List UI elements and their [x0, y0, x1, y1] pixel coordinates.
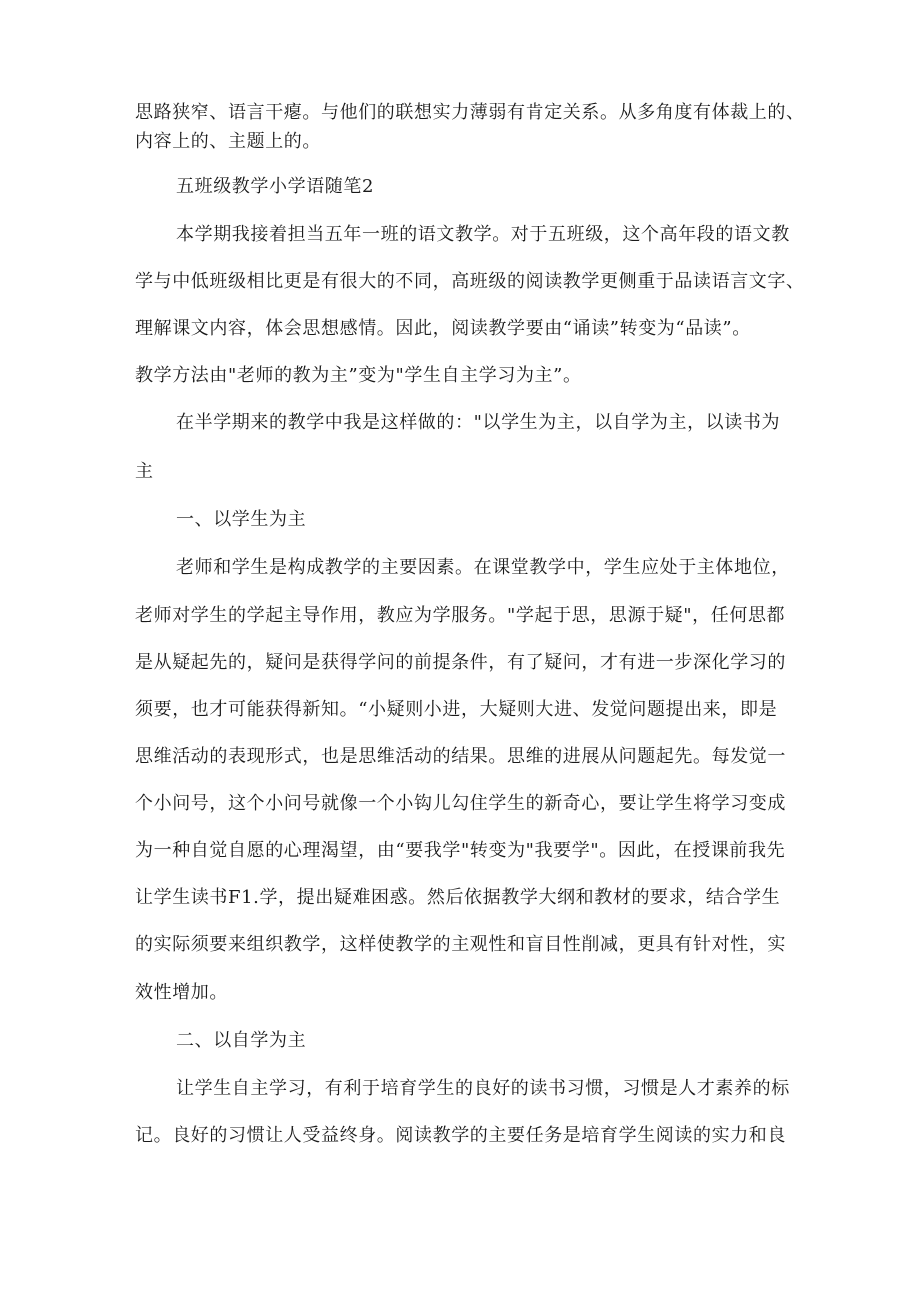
- text-line: 本学期我接着担当五年一班的语文教学。对于五班级，这个高年段的语文教: [176, 224, 790, 245]
- text-line: 思维活动的表现形式，也是思维活动的结果。思维的进展从问题起先。每发觉一: [135, 746, 786, 767]
- text-line: 学与中低班级相比更是有很大的不同，高班级的阅读教学更侧重于品读语言文字、: [135, 271, 805, 292]
- text-line: 内容上的、主题上的。: [135, 131, 321, 152]
- text-line: 主: [135, 461, 154, 482]
- text-line: 记。良好的习惯让人受益终身。阅读教学的主要任务是培育学生阅读的实力和良: [135, 1125, 786, 1146]
- text-line: 个小问号，这个小问号就像一个小钩儿勾住学生的新奇心，要让学生将学习变成: [135, 793, 786, 814]
- text-line: 教学方法由"老师的教为主”变为"学生自主学习为主”。: [135, 365, 582, 386]
- text-line: 效性增加。: [135, 982, 228, 1003]
- subheading: 二、以自学为主: [176, 1030, 307, 1051]
- text-line: 是从疑起先的，疑问是获得学问的前提条件，有了疑问，才有进一步深化学习的: [135, 652, 786, 673]
- text-line: 让学生读书F1.学，提出疑难困惑。然后依据教学大纲和教材的要求，结合学生: [135, 887, 781, 908]
- subheading: 一、以学生为主: [176, 509, 307, 530]
- text-line: 须要，也才可能获得新知。“小疑则小进，大疑则大进、发觉问题提出来，即是: [135, 699, 778, 720]
- text-line: 在半学期来的教学中我是这样做的："以学生为主，以自学为主，以读书为: [176, 412, 781, 433]
- text-line: 的实际须要来组织教学，这样使教学的主观性和盲目性削减，更具有针对性，实: [135, 934, 786, 955]
- text-line: 思路狭窄、语言干瘪。与他们的联想实力薄弱有肯定关系。从多角度有体裁上的、: [135, 102, 805, 123]
- text-line: 让学生自主学习，有利于培育学生的良好的读书习惯，习惯是人才素养的标: [176, 1078, 790, 1099]
- section-heading: 五班级教学小学语随笔2: [176, 176, 375, 197]
- text-line: 老师和学生是构成教学的主要因素。在课堂教学中，学生应处于主体地位，: [176, 557, 790, 578]
- text-line: 为一种自觉自愿的心理渴望，由“要我学"转变为"我要学"。因此，在授课前我先: [135, 840, 786, 861]
- text-line: 老师对学生的学起主导作用，教应为学服务。"学起于思，思源于疑"，任何思都: [135, 605, 786, 626]
- text-line: 理解课文内容，体会思想感情。因此，阅读教学要由“诵读”转变为“品读”。: [135, 318, 751, 339]
